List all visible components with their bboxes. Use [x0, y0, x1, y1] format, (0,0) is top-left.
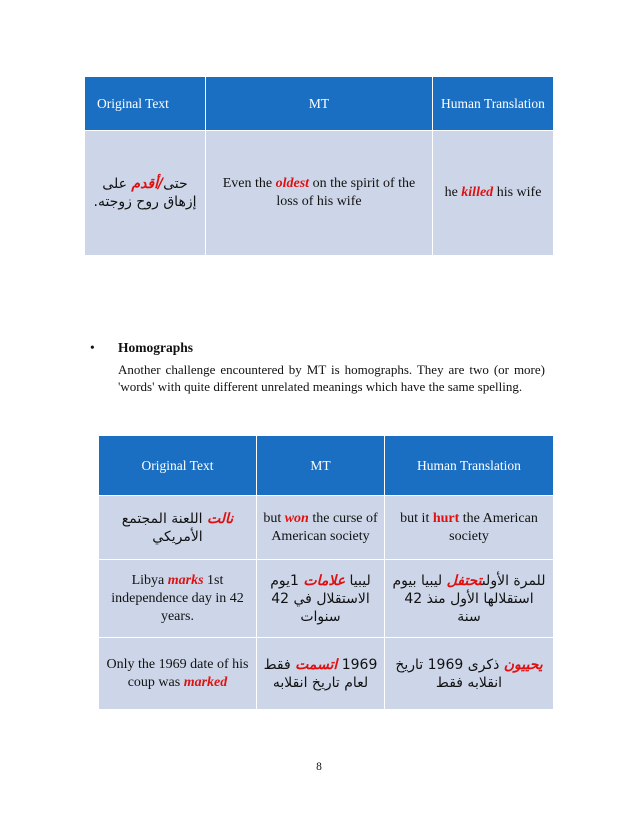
table-row [99, 560, 554, 638]
cell-human-translation: يحييون ذكرى 1969 تاريخ انقلابه فقط [385, 638, 554, 710]
cell-human-translation: but it hurt the American society [385, 496, 554, 560]
cell-human-translation: he killed his wife [433, 131, 554, 256]
cell-mt: but won the curse of American society [257, 496, 385, 560]
section-heading [90, 340, 193, 356]
table-row [85, 131, 554, 256]
table-header-row [99, 436, 554, 496]
table-row [99, 638, 554, 710]
cell-original-text: Libya marks 1st independence day in 42 years. [99, 560, 257, 638]
cell-original-text: حتى/أقدم على إزهاق روح زوجته. [85, 131, 206, 256]
header-human-translation: Human Translation [385, 436, 554, 496]
header-mt: MT [257, 436, 385, 496]
cell-original-text: Only the 1969 date of his coup was marked [99, 638, 257, 710]
cell-original-text: نالت اللعنة المجتمع الأمريكي [99, 496, 257, 560]
section-title: Homographs [118, 340, 194, 355]
cell-mt: 1969 اتسمت فقط لعام تاريخ انقلابه [257, 638, 385, 710]
translation-table-2 [98, 435, 554, 710]
table-header-row [85, 77, 554, 131]
table-row [99, 496, 554, 560]
cell-mt: Even the oldest on the spirit of the loss of his wife [206, 131, 433, 256]
section-paragraph: Another challenge encountered by MT is homographs. They are two (or more) 'words' with quite different unrelated meanings which have the same spelling. [118, 362, 545, 394]
header-original-text: Original Text [99, 436, 257, 496]
cell-human-translation: للمرة الأولىتحتفل ليبيا بيوم استقلالها الأول منذ 42 سنة [385, 560, 554, 638]
header-human-translation: Human Translation [433, 77, 554, 131]
page-number: 8 [316, 761, 322, 773]
header-original-text: Original Text [85, 77, 206, 131]
header-mt: MT [206, 77, 433, 131]
cell-mt: ليبيا علامات 1يوم الاستقلال في 42 سنوات [257, 560, 385, 638]
translation-table-1 [84, 76, 554, 256]
bullet-icon: • [90, 340, 95, 355]
